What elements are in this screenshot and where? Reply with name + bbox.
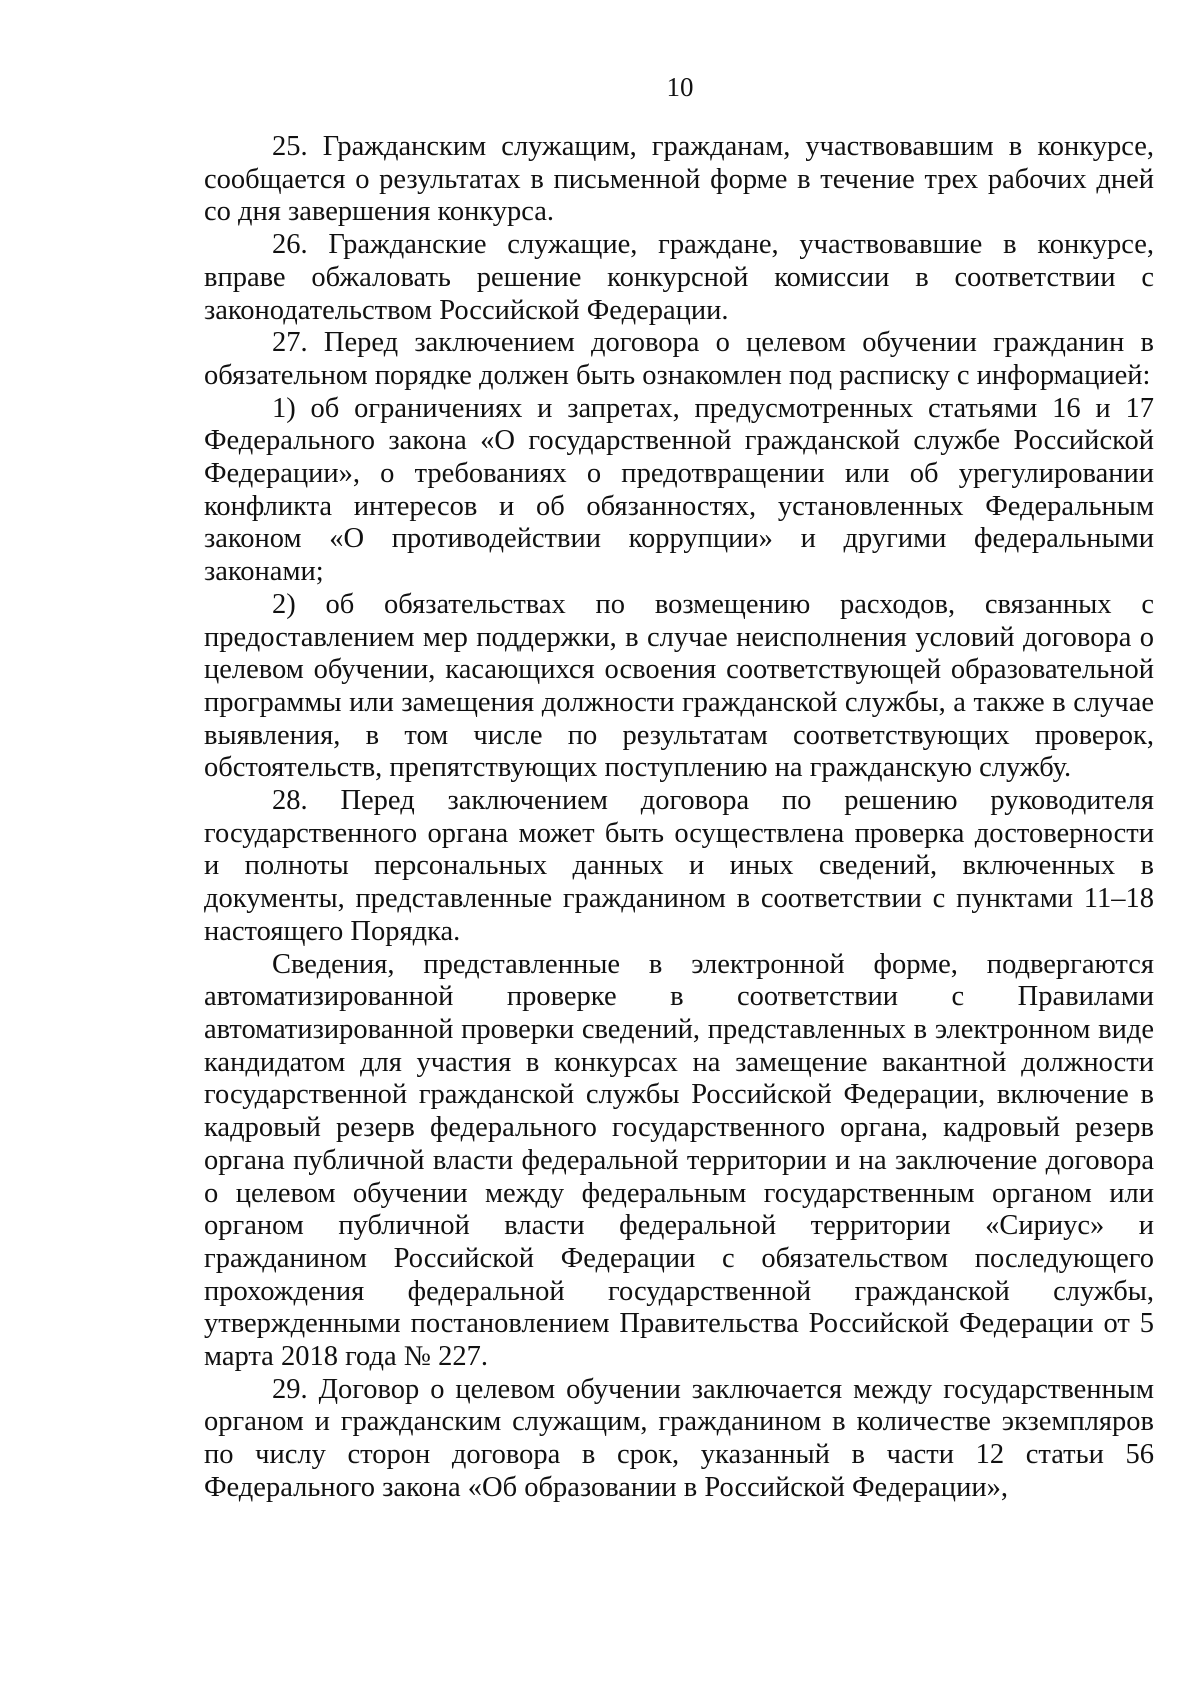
paragraph-28-details: Сведения, представленные в электронной форме, подвергаются автоматизированной проверке в соответствии с Правилами автоматизированной проверки сведений, представленных в электронном виде кандидатом для участия в конкурсах на замещение вакантной должности государственной гражданской службы Российской Федерации, включение в кадровый резерв федерального государственного органа, кадровый резерв органа публичной власти федеральной территории и на заключение договора о целевом обучении между федеральным государственным органом или органом публичной власти федеральной территории «Сириус» и гражданином Российской Федерации с обязательством последующего прохождения федеральной государственной гражданской службы, утвержденными постановлением Правительства Российской Федерации от 5 марта 2018 года № 227. [204,948,1154,1373]
paragraph-29: 29. Договор о целевом обучении заключается между государственным органом и гражданским служащим, гражданином в количестве экземпляров по числу сторон договора в срок, указанный в части 12 статьи 56 Федерального закона «Об образовании в Российской Федерации», [204,1373,1154,1503]
paragraph-26: 26. Гражданские служащие, граждане, участвовавшие в конкурсе, вправе обжаловать решение конкурсной комиссии в соответствии с законодательством Российской Федерации. [204,229,1154,326]
paragraph-27-item-2: 2) об обязательствах по возмещению расходов, связанных с предоставлением мер поддержки, в случае неисполнения условий договора о целевом обучении, касающихся освоения соответствующей образовательной программы или замещения должности гражданской службы, а также в случае выявления, в том числе по результатам соответствующих проверок, обстоятельств, препятствующих поступлению на гражданскую службу. [204,588,1154,784]
document-body [204,131,1154,1505]
paragraph-27: 27. Перед заключением договора о целевом обучении гражданин в обязательном порядке должен быть ознакомлен под расписку с информацией: [204,327,1154,391]
page-number: 10 [666,72,694,102]
paragraph-28: 28. Перед заключением договора по решению руководителя государственного органа может быть осуществлена проверка достоверности и полноты персональных данных и иных сведений, включенных в документы, представленные гражданином в соответствии с пунктами 11–18 настоящего Порядка. [204,785,1154,947]
paragraph-27-item-1: 1) об ограничениях и запретах, предусмотренных статьями 16 и 17 Федерального закона «О государственной гражданской службе Российской Федерации», о требованиях о предотвращении или об урегулировании конфликта интересов и об обязанностях, установленных Федеральным законом «О противодействии коррупции» и другими федеральными законами; [204,392,1154,588]
paragraph-25: 25. Гражданским служащим, гражданам, участвовавшим в конкурсе, сообщается о результатах в письменной форме в течение трех рабочих дней со дня завершения конкурса. [204,131,1154,228]
